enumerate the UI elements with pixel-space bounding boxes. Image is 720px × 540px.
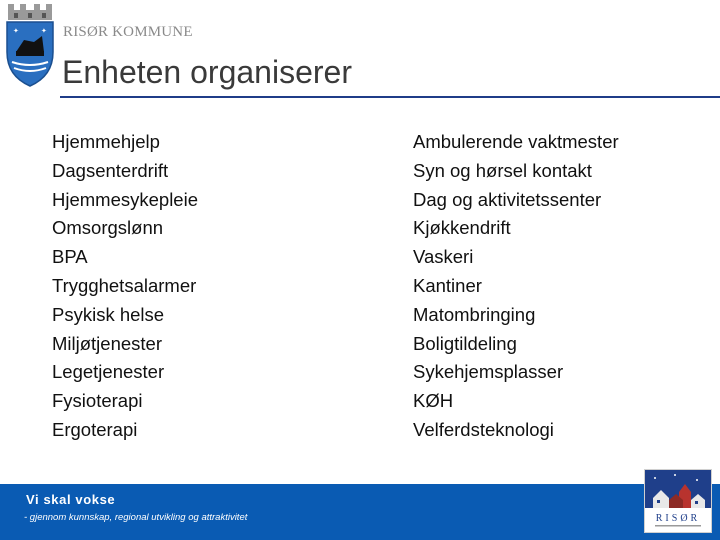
page-title: Enheten organiserer [62, 54, 352, 90]
list-item: Hjemmehjelp [52, 131, 160, 152]
list-item: BPA [52, 246, 88, 268]
footer-logo-text: RISØR [655, 513, 701, 524]
list-item: Ambulerende vaktmester [413, 131, 619, 152]
list-item: Omsorgslønn [52, 217, 164, 239]
footer-motto: Vi skal vokse [26, 492, 116, 507]
list-item: Velferdsteknologi [413, 418, 554, 440]
list-item: Miljøtjenester [52, 332, 162, 354]
list-item: Hjemmesykepleie [52, 188, 198, 210]
svg-text:✦: ✦ [41, 27, 47, 35]
list-item: Psykisk helse [52, 303, 165, 325]
list-item: Legetjenester [52, 361, 165, 383]
list-item: KØH [413, 390, 454, 412]
organization-name: RISØR KOMMUNE [63, 24, 193, 40]
list-item: Trygghetsalarmer [52, 274, 197, 296]
title-divider [60, 96, 720, 98]
footer-bar [0, 484, 720, 540]
risor-town-logo-icon [644, 469, 712, 533]
list-item: Kjøkkendrift [413, 217, 511, 239]
svg-text:✦: ✦ [13, 27, 19, 35]
service-list-left [52, 128, 198, 445]
list-item: Kantiner [413, 274, 482, 296]
municipal-coat-of-arms-icon [4, 2, 56, 88]
list-item: Boligtildeling [413, 332, 517, 354]
list-item: Matombringing [413, 303, 536, 325]
list-item: Dag og aktivitetssenter [413, 188, 602, 210]
footer-subtitle: - gjennom kunnskap, regional utvikling og attraktivitet [24, 512, 248, 523]
list-item: Dagsenterdrift [52, 159, 169, 181]
list-item: Sykehjemsplasser [413, 361, 564, 383]
list-item: Fysioterapi [52, 390, 143, 412]
list-item: Vaskeri [413, 246, 474, 268]
list-item: Ergoterapi [52, 418, 138, 440]
list-item: Syn og hørsel kontakt [413, 159, 592, 181]
service-list-right [413, 128, 619, 445]
